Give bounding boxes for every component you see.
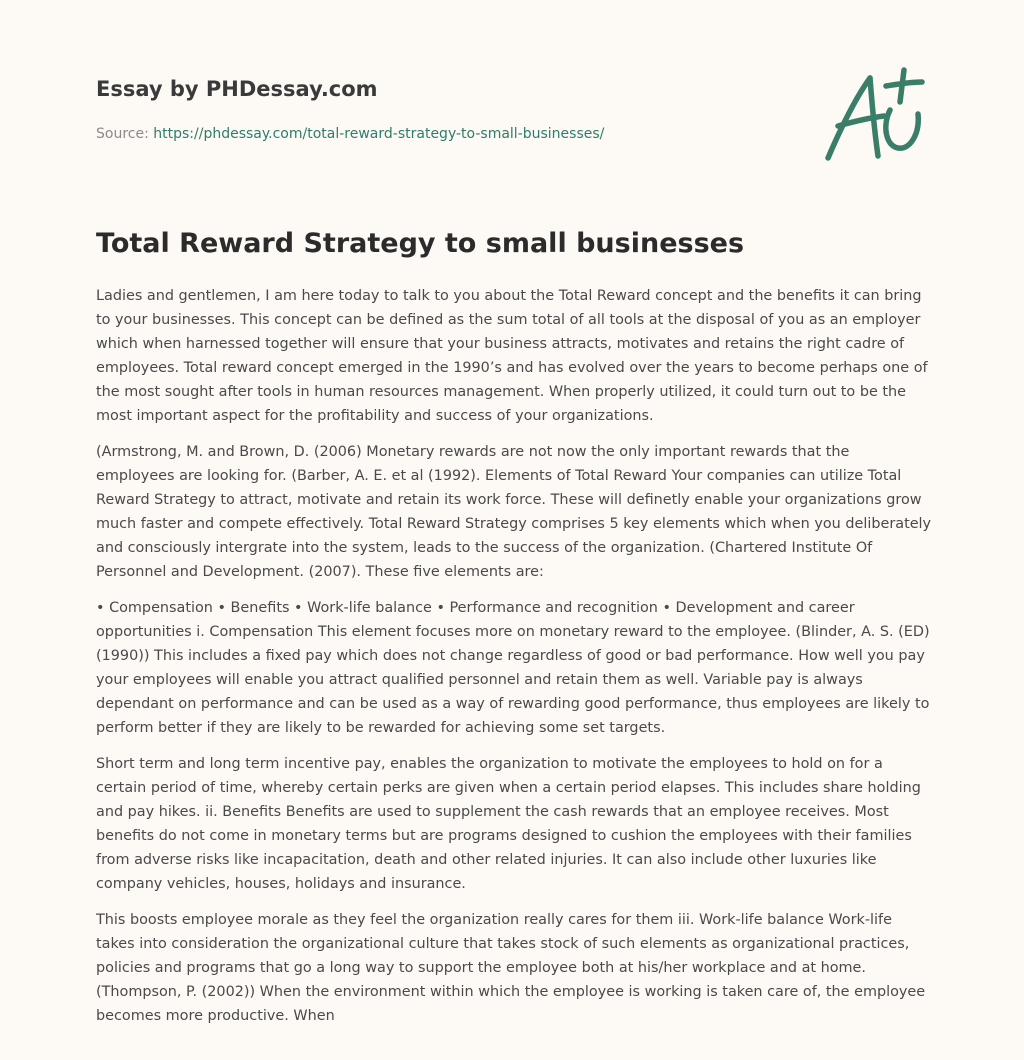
a-plus-grade-icon [818, 64, 930, 168]
essay-body [96, 284, 932, 1040]
essay-paragraph: Short term and long term incentive pay, enables the organization to motivate the employees to hold on for a certain period of time, whereby certain perks are given when a certain period elapses. This includes share holding and pay hikes. ii. Benefits Benefits are used to supplement the cash rewards that an employee receives. Most benefits do not come in monetary terms but are programs designed to cushion the employees with their families from adverse risks like incapacitation, death and other related injuries. It can also include other luxuries like company vehicles, houses, holidays and insurance. [96, 756, 921, 892]
essay-paragraph: This boosts employee morale as they feel the organization really cares for them iii. Work-life balance Work-life takes into consideration the organizational culture that takes stock of such elements as organizational practices, policies and programs that go a long way to support the employee both at his/her workplace and at home. (Thompson, P. (2002)) When the environment within which the employee is working is taken care of, the employee becomes more productive. When [96, 912, 926, 1024]
source-label: Source: [96, 126, 154, 142]
source-link[interactable]: https://phdessay.com/total-reward-strategy-to-small-businesses/ [153, 126, 605, 142]
essay-paragraph: (Armstrong, M. and Brown, D. (2006) Monetary rewards are not now the only important rewards that the employees are looking for. (Barber, A. E. et al (1992). Elements of Total Reward Your companies can utilize Total Reward Strategy to attract, motivate and retain its work force. These will definetly enable your organizations grow much faster and compete effectively. Total Reward Strategy comprises 5 key elements which when you deliberately and consciously intergrate into the system, leads to the success of the organization. (Chartered Institute Of Personnel and Development. (2007). These five elements are: [96, 444, 932, 580]
essay-title: Total Reward Strategy to small businesses [96, 228, 745, 259]
essay-paragraph: Ladies and gentlemen, I am here today to talk to you about the Total Reward concept and the benefits it can bring to your businesses. This concept can be defined as the sum total of all tools at the disposal of you as an employer which when harnessed together will ensure that your business attracts, motivates and retains the right cadre of employees. Total reward concept emerged in the 1990’s and has evolved over the years to become perhaps one of the most sought after tools in human resources management. When properly utilized, it could turn out to be the most important aspect for the profitability and success of your organizations. [96, 288, 928, 424]
essay-header [96, 74, 796, 144]
site-brand: Essay by PHDessay.com [96, 77, 378, 101]
essay-paragraph: • Compensation • Benefits • Work-life balance • Performance and recognition • Development and career opportunities i. Compensation This element focuses more on monetary reward to the employee. (Blinder, A. S. (ED) (1990)) This includes a fixed pay which does not change regardless of good or bad performance. How well you pay your employees will enable you attract qualified personnel and retain them as well. Variable pay is always dependant on performance and can be used as a way of rewarding good performance, thus employees are likely to perform better if they are likely to be rewarded for achieving some set targets. [96, 600, 930, 736]
source-line [96, 124, 796, 144]
